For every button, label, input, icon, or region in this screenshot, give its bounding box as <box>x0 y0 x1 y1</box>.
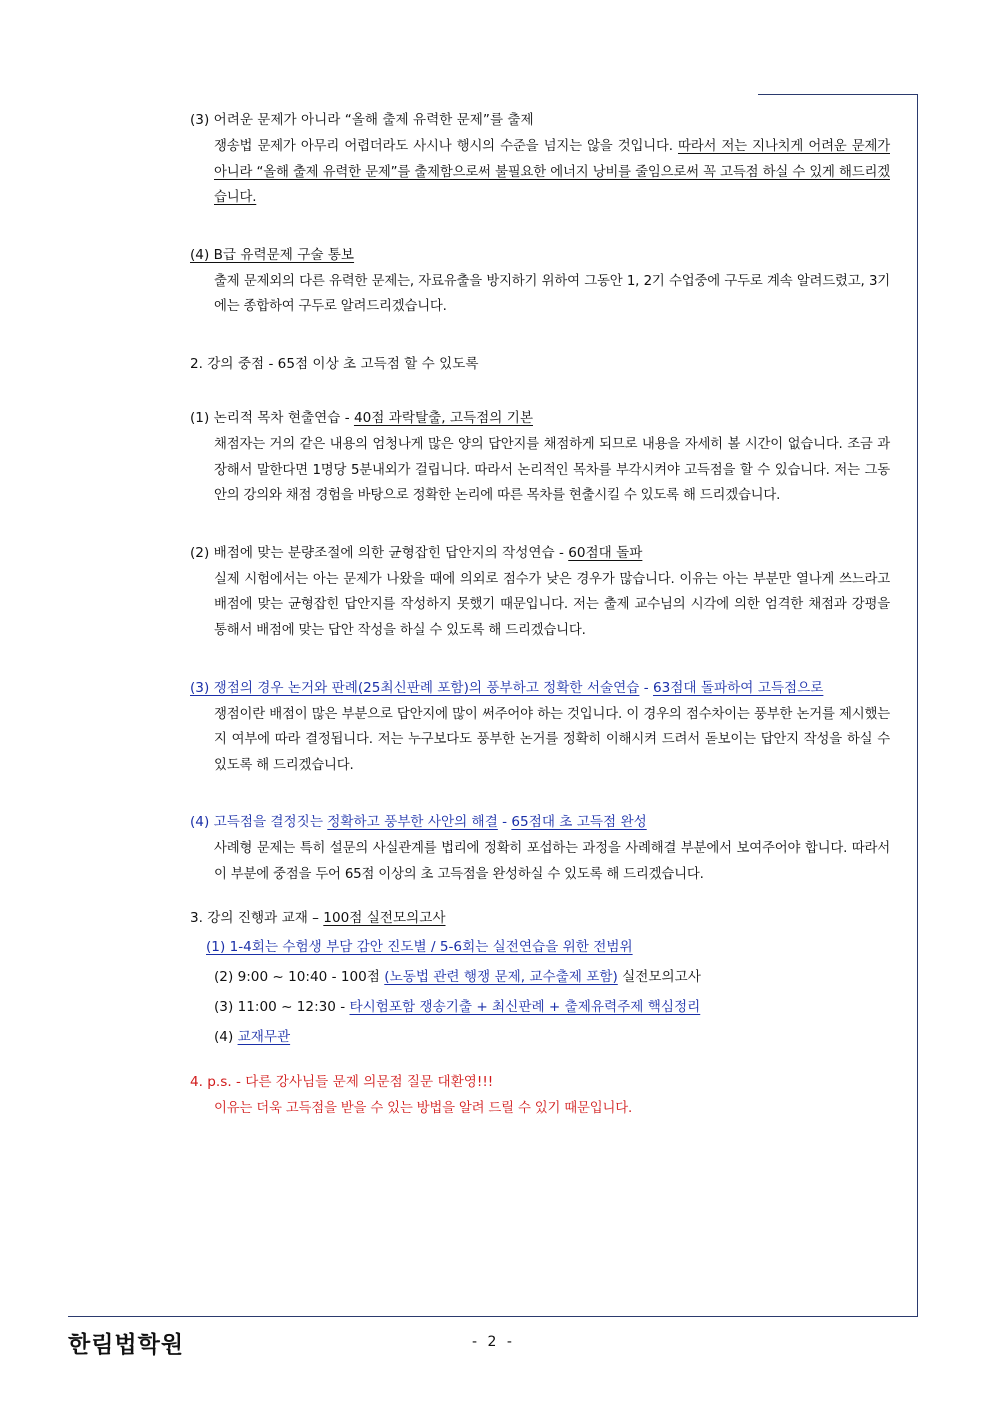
s2-item4-heading-sep: - <box>497 814 512 831</box>
s1-item3-body-underlined: 따라서 저는 지나치게 어려운 문제가 아니라 “올해 출제 유력한 문제”를 출제함으로써 불필요한 에너지 낭비를 줄임으로써 꼭 고득점 하실 수 있게 해드리겠습니다. <box>214 139 890 206</box>
frame-bottom-line <box>68 1316 918 1317</box>
s2-item2-heading <box>190 539 890 567</box>
s3-item1-text: (1) 1-4회는 수험생 부담 감안 진도별 / 5-6회는 실전연습을 위한 전범위 <box>206 938 633 955</box>
s1-item3-body <box>190 134 890 211</box>
s3-item2 <box>190 962 890 992</box>
s1-item3-body-plain: 쟁송법 문제가 아무리 어렵더라도 사시나 행시의 수준을 넘지는 않을 것입니다. <box>214 139 678 154</box>
s3-item1 <box>190 932 890 962</box>
s3-item2-prefix: (2) 9:00 ~ 10:40 - 100점 <box>214 968 385 985</box>
s1-item4-heading-text: (4) B급 유력문제 구술 통보 <box>190 246 355 263</box>
s2-item3-heading-b: 63점대 돌파하여 고득점으로 <box>652 679 824 696</box>
s3-item4 <box>190 1022 890 1052</box>
section4-body: 이유는 더욱 고득점을 받을 수 있는 방법을 알려 드릴 수 있기 때문입니다. <box>214 1100 633 1116</box>
s3-item2-suffix: 실전모의고사 <box>617 968 701 985</box>
page-number: - 2 - <box>472 1334 515 1350</box>
section2-heading: 2. 강의 중점 - 65점 이상 초 고득점 할 수 있도록 <box>190 355 479 372</box>
s2-item4-heading <box>190 808 890 836</box>
s3-item3-prefix: (3) 11:00 ~ 12:30 - <box>214 998 350 1015</box>
page-content <box>190 106 890 1121</box>
s2-item3-body: 쟁점이란 배점이 많은 부분으로 답안지에 많이 써주어야 하는 것입니다. 이 경우의 점수차이는 풍부한 논거를 제시했는지 여부에 따라 결정됩니다. 저는 누구보다도 풍부한 논거를 정확히 이해시켜 드려서 돋보이는 답안지 작성을 하실 수 있도록 해 드리겠습니다. <box>214 706 890 773</box>
s2-item1-heading-prefix: (1) 논리적 목차 현출연습 - <box>190 409 354 426</box>
s2-item3-heading <box>190 674 890 702</box>
s1-item4-body: 출제 문제외의 다른 유력한 문제는, 자료유출을 방지하기 위하여 그동안 1, 2기 수업중에 구두로 계속 알려드렸고, 3기에는 종합하여 구두로 알려드리겠습니다. <box>214 273 890 315</box>
section3-heading <box>190 904 890 932</box>
s2-item1-heading <box>190 404 890 432</box>
s3-item3 <box>190 992 890 1022</box>
s2-item4-heading-prefix: (4) 고득점을 결정짓는 <box>190 814 328 831</box>
s2-item4-heading-a: 정확하고 풍부한 사안의 해결 <box>327 814 498 831</box>
s3-item3-underlined: 타시험포함 쟁송기출 + 최신판례 + 출제유력주제 핵심정리 <box>349 998 701 1015</box>
frame-right-line <box>917 94 918 1316</box>
section4-heading: 4. p.s. - 다른 강사님들 문제 의문점 질문 대환영!!! <box>190 1073 494 1090</box>
section3-heading-underlined: 100점 실전모의고사 <box>323 909 446 926</box>
s3-item4-prefix: (4) <box>214 1028 238 1045</box>
section3-heading-prefix: 3. 강의 진행과 교재 – <box>190 909 324 926</box>
s2-item1-heading-underlined: 40점 과락탈출, 고득점의 기본 <box>353 409 533 426</box>
s1-item3-heading: (3) 어려운 문제가 아니라 “올해 출제 유력한 문제”를 출제 <box>190 112 534 128</box>
s2-item2-heading-prefix: (2) 배점에 맞는 분량조절에 의한 균형잡힌 답안지의 작성연습 - <box>190 544 569 561</box>
s2-item2-heading-underlined: 60점대 돌파 <box>568 544 643 561</box>
s2-item2-body: 실제 시험에서는 아는 문제가 나왔을 때에 의외로 점수가 낮은 경우가 많습니다. 이유는 아는 부분만 열나게 쓰느라고 배점에 맞는 균형잡힌 답안지를 작성하지 못했기 때문입니다. 저는 출제 교수님의 시각에 의한 엄격한 채점과 강평을 통해서 배점에 맞는 답안 작성을 하실 수 있도록 해 드리겠습니다. <box>214 571 890 638</box>
s2-item4-body: 사례형 문제는 특히 설문의 사실관계를 법리에 정확히 포섭하는 과정을 사례해결 부분에서 보여주어야 합니다. 따라서 이 부분에 중점을 두어 65점 이상의 초 고득점을 완성하실 수 있도록 해 드리겠습니다. <box>214 841 890 882</box>
s3-item4-underlined: 교재무관 <box>237 1028 291 1045</box>
s3-item2-underlined: (노동법 관련 행쟁 문제, 교수출제 포함) <box>384 968 618 985</box>
frame-top-line <box>758 94 918 95</box>
academy-logo: 한림법학원 <box>68 1332 185 1358</box>
s2-item3-heading-sep: - <box>639 679 653 696</box>
s1-item4-heading <box>190 241 890 269</box>
s2-item4-heading-b: 65점대 초 고득점 완성 <box>511 814 647 831</box>
s2-item3-heading-a: (3) 쟁점의 경우 논거와 판례(25최신판례 포함)의 풍부하고 정확한 서술연습 <box>190 679 640 696</box>
s2-item1-body: 채점자는 거의 같은 내용의 엄청나게 많은 양의 답안지를 채점하게 되므로 내용을 자세히 볼 시간이 없습니다. 조금 과장해서 말한다면 1명당 5분내외가 걸립니다. 따라서 논리적인 목차를 부각시켜야 고득점을 할 수 있습니다. 저는 그동안의 강의와 채점 경험을 바탕으로 정확한 논리에 따른 목차를 현출시킬 수 있도록 해 드리겠습니다. <box>214 436 890 504</box>
